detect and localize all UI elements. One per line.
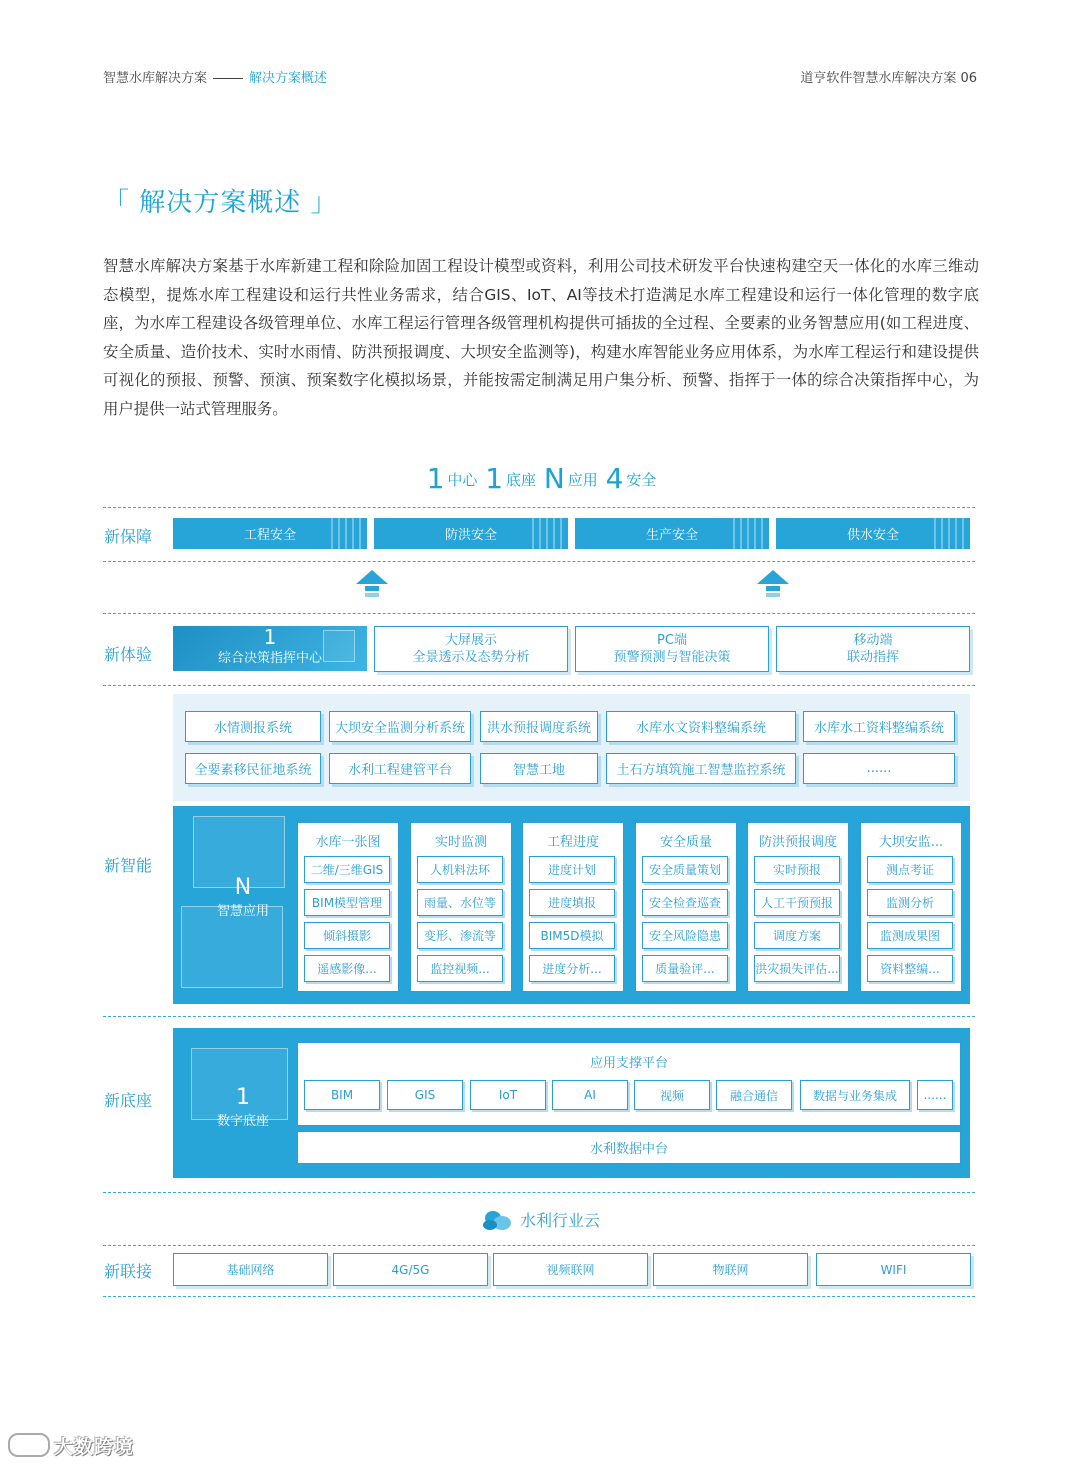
safety-bar-engineering [173,518,367,549]
network-box: 视频联网 [493,1253,648,1286]
divider-line [103,1296,975,1297]
app-item: 监测分析 [867,889,953,916]
safety-bar-flood [374,518,568,549]
app-column [860,822,962,992]
divider-line [103,613,975,614]
app-item: 调度方案 [754,922,840,949]
row-label-experience: 新体验 [104,645,153,664]
page-title: 「 解决方案概述 」 [103,188,338,218]
system-box: 土石方填筑施工智慧监控系统 [606,753,796,784]
card-line-1: 移动端 [853,633,893,648]
tech-box: IoT [470,1080,546,1110]
architecture-headline [0,462,1080,495]
row-label-guarantee: 新保障 [104,527,153,546]
row-label-base: 新底座 [104,1091,153,1110]
card-line-2: 预警预测与智能决策 [613,650,731,665]
app-item: BIM5D模拟 [529,922,615,949]
app-item: 安全检查巡查 [642,889,728,916]
digital-base-label [173,1086,313,1129]
divider-line [103,1016,975,1017]
header-right: 道亨软件智慧水库解决方案 06 [800,71,977,86]
base-num: 1 [236,1085,250,1110]
command-center-card [173,626,367,671]
app-item: 资料整编... [867,955,953,982]
row-label-connect: 新联接 [104,1262,153,1281]
safety-bar-production [575,518,769,549]
headline-text-1: 中心 [447,471,478,489]
row-label-intelligence: 新智能 [104,856,153,875]
app-item: 雨量、水位等 [417,889,503,916]
system-box: 水库水工资料整编系统 [803,711,955,742]
tech-box: 视频 [634,1080,710,1110]
system-box: 全要素移民征地系统 [185,753,321,784]
cloud-label: 水利行业云 [519,1211,600,1230]
intro-paragraph: 智慧水库解决方案基于水库新建工程和除险加固工程设计模型或资料，利用公司技术研发平台快速构建空天一体化的水库三维动态模型，提炼水库工程建设和运行共性业务需求，结合GIS、IoT、AI等技术打造满足水库工程建设和运行一体化管理的数字底座，为水库工程建设各级管理单位、水库工程运行管理各级管理机构提供可插拔的全过程、全要素的业务智慧应用(如工程进度、安全质量、造价技术、实时水雨情、防洪预报调度、大坝安全监测等)，构建水库智能业务应用体系，为水库工程运行和建设提供可视化的预报、预警、预演、预案数字化模拟场景，并能按需定制满足用户集分析、预警、指挥于一体的综合决策指挥中心，为用户提供一站式管理服务。 [103,257,979,418]
card-line-1: 大屏展示 [444,633,497,648]
smart-apps-label [173,876,313,919]
column-header: 水库一张图 [315,835,381,850]
water-data-center: 水利数据中台 [297,1131,961,1164]
smart-num: N [234,875,252,900]
headline-num-1: 1 [426,462,445,495]
smart-label: 智慧应用 [216,904,269,919]
column-header: 工程进度 [546,835,599,850]
app-column [747,822,849,992]
headline-text-4: 安全 [626,471,657,489]
network-box: 基础网络 [173,1253,328,1286]
headline-num-4: 4 [605,462,624,495]
watermark-text: 大数跨境 [54,1436,135,1458]
experience-card-mobile [776,626,970,672]
tech-box: BIM [304,1080,380,1110]
divider-line [103,685,975,686]
system-box: 水利工程建管平台 [329,753,471,784]
experience-card-bigscreen [374,626,568,672]
app-item: 实时预报 [754,856,840,883]
column-header: 防洪预报调度 [758,835,837,850]
system-box: 大坝安全监测分析系统 [329,711,471,742]
platform-title: 应用支撑平台 [589,1056,668,1071]
app-item: BIM模型管理 [304,889,390,916]
card-line-2: 联动指挥 [846,650,899,665]
system-box: 洪水预报调度系统 [480,711,598,742]
app-column [522,822,624,992]
headline-text-3: 应用 [567,471,598,489]
headline-num-2: 1 [485,462,504,495]
headline-num-3: N [543,462,565,495]
app-item: 进度计划 [529,856,615,883]
card-line-1: PC端 [657,633,687,648]
header-left [103,67,327,86]
safety-label: 供水安全 [846,528,899,543]
app-column [635,822,737,992]
divider-line [103,1245,975,1246]
safety-label: 防洪安全 [444,528,497,543]
safety-bar-water-supply [776,518,970,549]
tech-box: GIS [387,1080,463,1110]
network-box: 物联网 [653,1253,808,1286]
app-item: 变形、渗流等 [417,922,503,949]
tech-box: 融合通信 [716,1080,792,1110]
command-center-num: 1 [263,626,277,649]
up-arrow-icon [758,570,788,598]
card-line-2: 全景透示及态势分析 [412,650,530,665]
app-item: 质量验评... [642,955,728,982]
command-center-text [173,627,367,666]
headline-text-2: 底座 [506,471,537,489]
system-box: 智慧工地 [480,753,598,784]
app-item: 人工干预预报 [754,889,840,916]
industry-cloud [0,1208,1080,1232]
command-center-label: 综合决策指挥中心 [217,651,322,666]
app-item: 进度分析... [529,955,615,982]
system-box: 水库水文资料整编系统 [606,711,796,742]
app-item: 二维/三维GIS [304,856,390,883]
up-arrow-icon [357,570,387,598]
app-item: 倾斜摄影 [304,922,390,949]
divider-line [103,561,975,562]
system-box: 水情测报系统 [185,711,321,742]
watermark-logo-icon [8,1433,50,1457]
divider-line [103,507,975,508]
section-name: 解决方案概述 [249,71,328,86]
app-item: 进度填报 [529,889,615,916]
app-item: 遥感影像... [304,955,390,982]
tech-box: 数据与业务集成 [800,1080,910,1110]
tech-box: AI [552,1080,628,1110]
app-column [410,822,512,992]
tech-box: ...... [917,1080,953,1110]
watermark [8,1432,134,1459]
doc-title: 智慧水库解决方案 [103,71,208,86]
network-box: WIFI [816,1253,971,1286]
app-column [297,822,399,992]
app-item: 监测成果图 [867,922,953,949]
app-item: 洪灾损失评估... [754,955,840,982]
cloud-icon [480,1208,514,1232]
base-label: 数字底座 [216,1114,269,1129]
app-item: 安全质量策划 [642,856,728,883]
system-box: ...... [803,753,955,784]
column-header: 安全质量 [659,835,712,850]
column-header: 大坝安监... [878,835,944,850]
app-item: 监控视频... [417,955,503,982]
header-divider [213,78,243,79]
app-item: 人机料法环 [417,856,503,883]
safety-label: 生产安全 [645,528,698,543]
app-item: 测点考证 [867,856,953,883]
experience-card-pc [575,626,769,672]
divider-line [103,1192,975,1193]
column-header: 实时监测 [434,835,487,850]
network-box: 4G/5G [333,1253,488,1286]
app-item: 安全风险隐患 [642,922,728,949]
safety-label: 工程安全 [243,528,296,543]
